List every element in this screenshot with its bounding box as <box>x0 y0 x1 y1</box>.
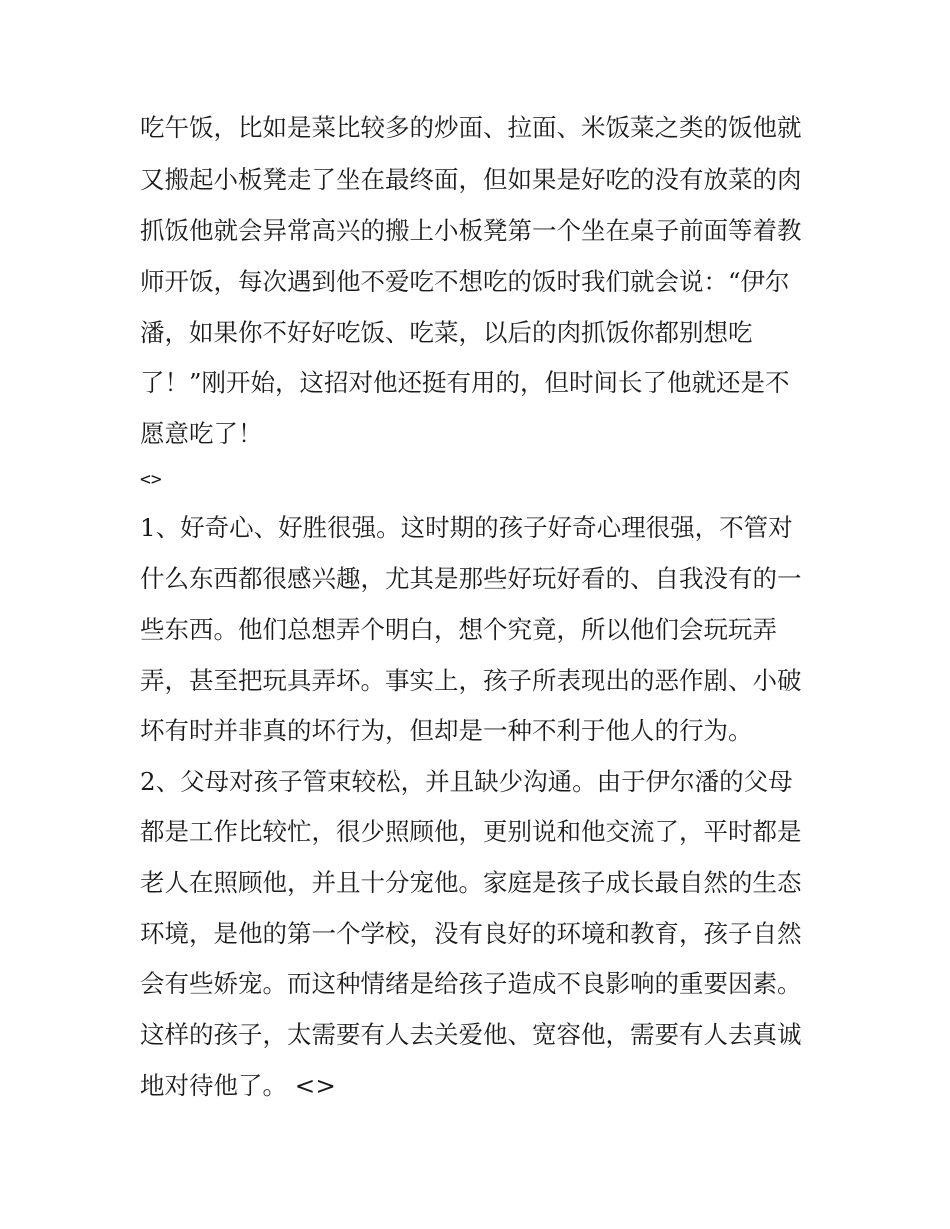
text-line-14: 2、父母对孩子管束较松，并且缺少沟通。由于伊尔潘的父母 <box>140 767 793 796</box>
text-line-15: 都是工作比较忙，很少照顾他，更别说和他交流了，平时都是 <box>140 817 802 846</box>
text-line-19: 这样的孩子，太需要有人去关爱他、宽容他，需要有人去真诚 <box>140 1020 802 1049</box>
text-line-11: 些东西。他们总想弄个明白，想个究竟，所以他们会玩玩弄 <box>140 615 777 644</box>
text-line-7: 愿意吃了！ <box>140 419 263 448</box>
text-line-17: 环境，是他的第一个学校，没有良好的环境和教育，孩子自然 <box>140 919 802 948</box>
text-line-16: 老人在照顾他，并且十分宠他。家庭是孩子成长最自然的生态 <box>140 868 802 897</box>
text-line-5: 潘，如果你不好好吃饭、吃菜，以后的肉抓饭你都别想吃 <box>140 318 753 347</box>
text-line-1: 吃午饭，比如是菜比较多的炒面、拉面、米饭菜之类的饭他就 <box>140 113 802 142</box>
text-line-20: 地对待他了。 <> <box>140 1071 336 1100</box>
text-line-10: 什么东西都很感兴趣，尤其是那些好玩好看的、自我没有的一 <box>140 564 802 593</box>
text-line-13: 坏有时并非真的坏行为，但却是一种不利于他人的行为。 <box>140 716 753 745</box>
text-line-4: 师开饭，每次遇到他不爱吃不想吃的饭时我们就会说：“伊尔 <box>140 267 790 296</box>
placeholder-marker: <> <box>140 469 162 490</box>
text-line-9: 1、好奇心、好胜很强。这时期的孩子好奇心理很强，不管对 <box>140 513 793 542</box>
text-line-18: 会有些娇宠。而这种情绪是给孩子造成不良影响的重要因素。 <box>140 969 802 998</box>
text-line-3: 抓饭他就会异常高兴的搬上小板凳第一个坐在桌子前面等着教 <box>140 216 802 245</box>
text-line-2: 又搬起小板凳走了坐在最终面，但如果是好吃的没有放菜的肉 <box>140 165 802 194</box>
text-line-6: 了！”刚开始，这招对他还挺有用的，但时间长了他就还是不 <box>140 368 790 397</box>
text-line-12: 弄，甚至把玩具弄坏。事实上，孩子所表现出的恶作剧、小破 <box>140 666 802 695</box>
